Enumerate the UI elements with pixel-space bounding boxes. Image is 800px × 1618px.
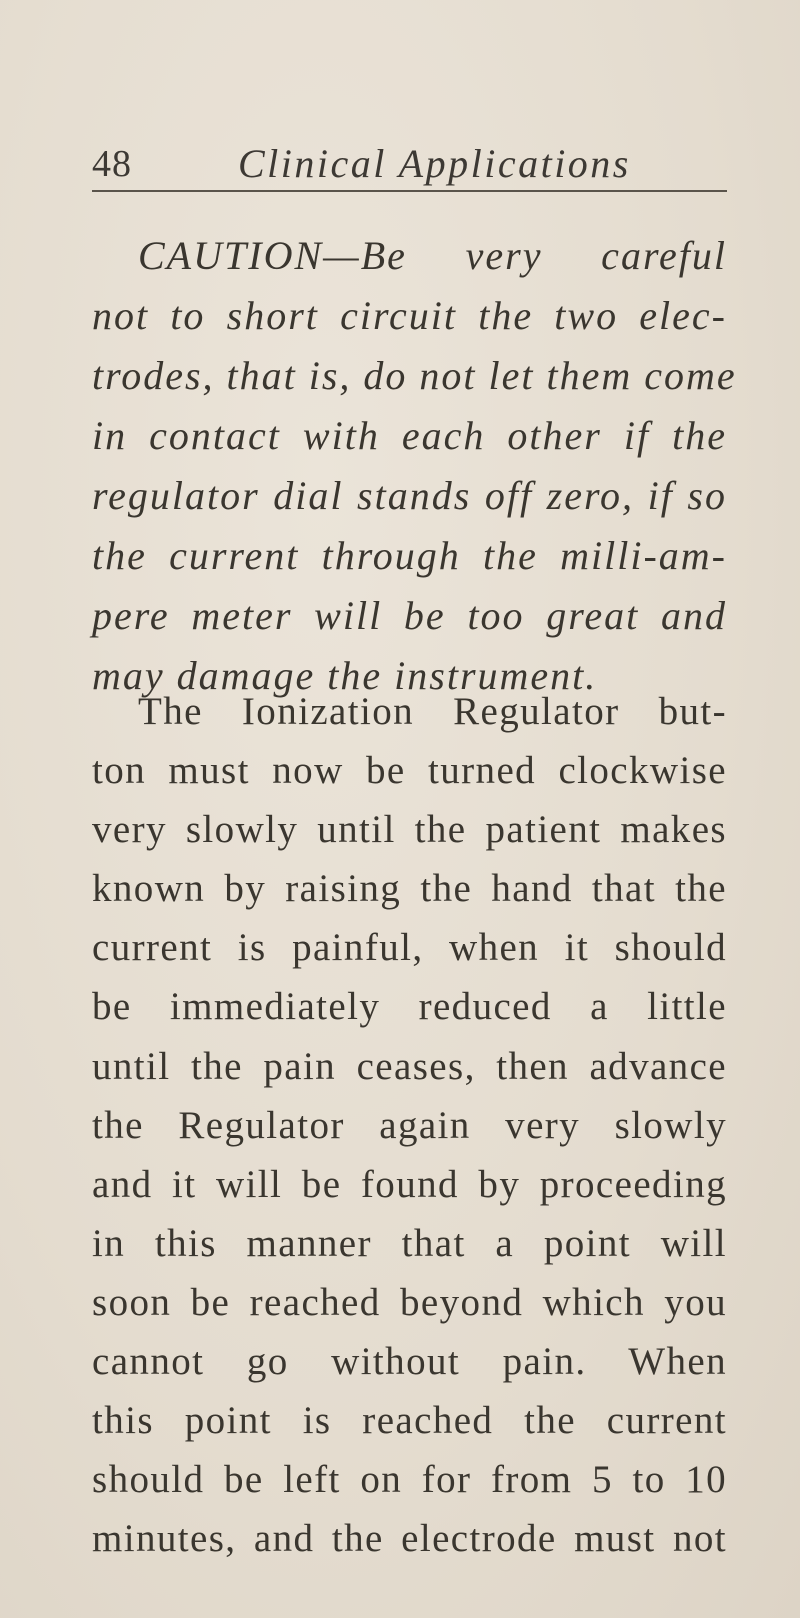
text-line: until the pain ceases, then advance [92,1044,727,1088]
text-line: in this manner that a point will [92,1221,727,1265]
text-line: the Regulator again very slowly [92,1103,727,1147]
text-line: not to short circuit the two elec- [92,293,727,338]
text-line: may damage the instrument. [92,653,598,698]
text-line: ton must now be turned clockwise [92,749,727,793]
text-line: cannot go without pain. When [92,1340,727,1384]
text-line: regulator dial stands off zero, if so [92,473,727,518]
page-number: 48 [92,143,132,185]
text-line: be immediately reduced a little [92,985,727,1029]
text-line: pere meter will be too great and [92,593,727,638]
text-line: this point is reached the current [92,1399,727,1443]
text-line: minutes, and the electrode must not [92,1517,727,1561]
text-line: and it will be found by proceeding [92,1162,727,1206]
body-paragraph [92,682,727,1568]
text-line: trodes, that is, do not let them come [92,353,737,398]
text-line: current is painful, when it should [92,926,727,970]
text-line: CAUTION—Be very careful [138,233,727,278]
text-line: known by raising the hand that the [92,867,727,911]
text-line: The Ionization Regulator but- [138,690,727,733]
page-header [92,132,727,192]
caution-paragraph [92,226,737,706]
text-line: in contact with each other if the [92,413,727,458]
text-line: the current through the milli-am- [92,533,727,578]
text-line: very slowly until the patient makes [92,808,727,852]
text-line: should be left on for from 5 to 10 [92,1458,727,1502]
text-line: soon be reached beyond which you [92,1280,727,1324]
running-title: Clinical Applications [238,141,631,186]
